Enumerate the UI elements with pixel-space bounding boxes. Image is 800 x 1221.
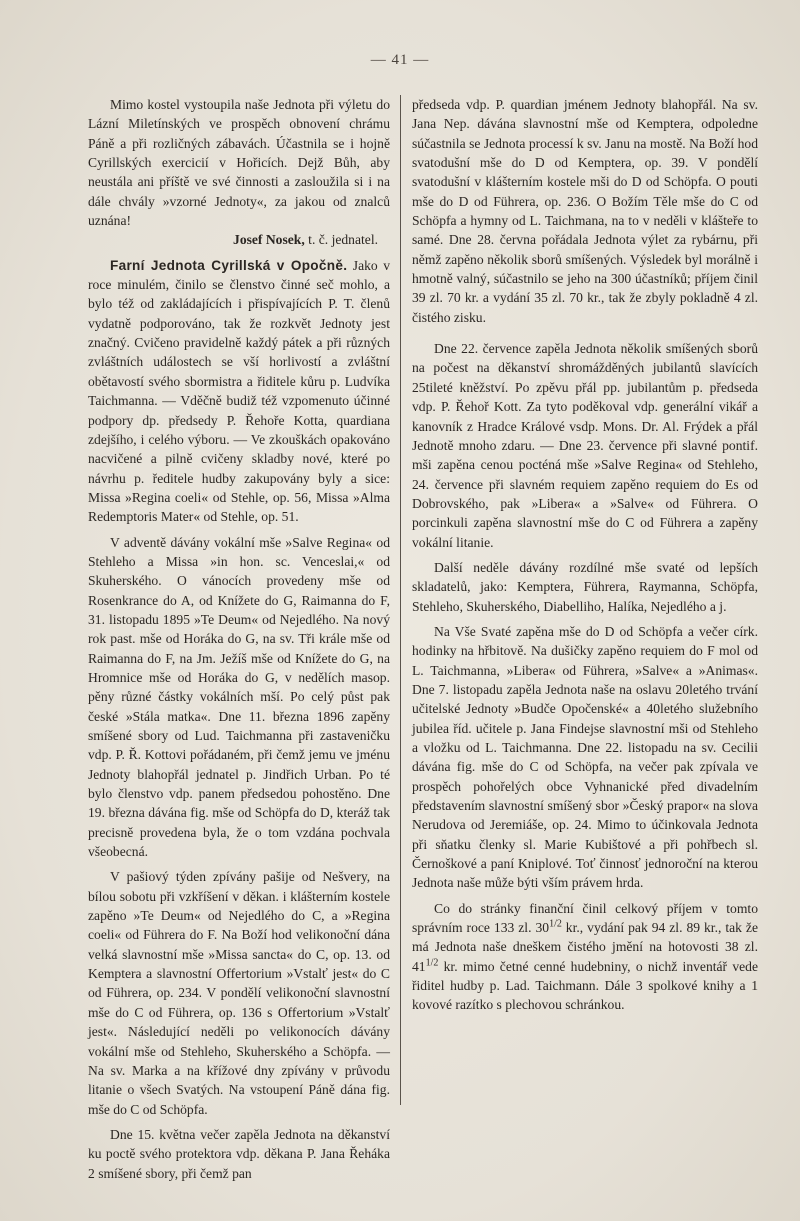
paragraph: Mimo kostel vystoupila naše Jednota při výletu do Lázní Miletínských ve prospěch obnovení chrámu Páně a při rozličných zábavách. Účastnila se i hojně Cyrillských exercicií v Hořicích. Dejž Bůh, aby neustála ani příště ve své činnosti a zasloužila si i na dále chvály »vzorné Jednoty«, za jakou od znalců uznána! [88,97,390,229]
paragraph-text: kr., vydání pak 94 zl. 89 kr., tak že má Jednota naše dneškem čistého jmění na hotovosti 38 zl. 41 [412,920,758,974]
fraction: 1/2 [425,957,439,969]
signature [88,230,390,249]
paragraph: V adventě dávány vokální mše »Salve Regina« od Stehleho a Missa »in hon. sc. Venceslai,« od Skuherského. O vánocích provedeny mše od Rosenkrance do A, od Knížete do G, Raimanna do F, 31. listopadu 1895 »Te Deum« od Nejedlého. Na nový rok past. mše od Horáka do G, na sv. Tři krále mše od Raimanna do F, na Jm. Ježíš mše od Knížete do G, na Hromnice mše od Horáka do G, v nedělích masop. pěny různé částky vokálních mší. Po celý půst pak české »Stála matka«. Dne 11. března 1896 zapěny smíšené sbory od Lud. Taichmanna při zastaveničku vdp. P. Ř. Kottovi pořádaném, při čemž jemu ve jménu Jednoty blahopřál jednatel p. Jindřich Urban. Po té bylo členstvo vdp. panem předsedou pohostěno. Dne 19. března dávána fig. mše od Schöpfa do D, kteráž tak precisně provedena byla, že o tom vzdána pochvala všeobecná. [88,534,390,860]
section-title: Farní Jednota Cyrillská v Opočně. [110,257,348,273]
signature-name: Josef Nosek, [233,232,305,248]
paragraph: V pašiový týden zpívány pašije od Nešvery, na bílou sobotu při vzkříšení v děkan. i klášterním kostele zapěno »Te Deum« od Nejedlého do C, a »Regina coeli« od Führera do F. Na Boží hod velikonoční dána velká slavnostní mše »Missa sancta« do C, op. 13. od Kemptera a slavnostní Offertorium »Vstalť jest« do C od Führera, op. 234. V pondělí velikonoční slavnostní mše do C od Führera, op. 136 s Offertorium »Vstalť jest«. Následující neděli po velikonocích dávány vokální mše od Stehleho, Skuherského a Schöpfa. — Na sv. Marka a na křížové dny zpívány v průvodu litanie o všech Svatých. Na vstoupení Páně dána fig. mše do C od Schöpfa. [88,869,390,1117]
page-number: — 41 — [370,52,430,68]
paragraph: Dne 22. července zapěla Jednota několik smíšených sborů na počest na děkanství shromážděných jubilantů slavících 25tileté kněžství. Po zpěvu přál pp. jubilantům p. předseda vdp. P. Řehoř Kott. Za tyto poděkoval vdp. generální vikář a kanovník z Hradce Králové vsdp. Mons. Dr. Al. Frýdek a přál Jednotě mnoho zdaru. — Dne 23. července při slavné pontif. mši zapěna cenou pocténá mše »Salve Regina« od Stehleho, 24. července při slavném requiem zapěno requiem do Es od Dobrovského, pak »Libera« a »Salve« od Führera. O porcinkuli zapěna slavnostní mše do C od Führera a zapěny vokální litanie. [412,341,758,550]
paragraph-section [88,256,390,527]
column-divider [400,95,401,1105]
paragraph-text: kr. mimo četné cenné hudebniny, o nichž inventář vede řiditel hudby p. Lad. Taichmann. Dále 3 spolkové knihy a 1 kovové razítko s plechovou schránkou. [412,958,758,1013]
paragraph-finance [412,899,758,1015]
paragraph: Další neděle dávány rozdílné mše svaté od lepších skladatelů, jako: Kemptera, Führera, Raymanna, Schöpfa, Stehleho, Skuherského, Diabelliho, Halíka, Nejedlého a j. [412,559,758,614]
signature-role: t. č. jednatel. [308,232,378,248]
paragraph: Na Vše Svaté zapěna mše do D od Schöpfa a večer círk. hodinky na hřbitově. Na dušičky zapěno requiem do F mol od L. Taichmanna, »Libera« od Führera, »Salve« a »Animas«. Dne 7. listopadu zapěla Jednota naše na oslavu 20letého trvání učitelské Jednoty »Budče Opočenské« a 40letého služebního jubilea říd. učitele p. Jana Findejse slavnostní mši od Stehleho a vložku od L. Taichmanna. Dne 22. listopadu na sv. Cecilii dávána fig. mše do C od Schöpfa, na večer pak zpívala ve prospěch pohořelých obce Vyhnanické před divadelním představením slavnostní smíšený sbor »Český prapor« na slova Nerudova od Jeremiáše, op. 24. Mimo to účinkovala Jednota při sňatku členky sl. Marie Kubištové a při pohřbech sl. Černoškové a paní Kniplové. Toť činnosť jednoroční na kterou Jednota naše může býti vším právem hrda. [412,623,758,891]
right-column [412,95,758,1015]
paragraph-text: Co do stránky finanční činil celkový příjem v tomto správním roce 133 zl. 30 [412,900,758,936]
paragraph-text: Jako v roce minulém, činilo se členstvo činné seč mohlo, a bylo též od zakládajících i přispívajících P. T. členů vydatně podporováno, tak že rozkvět Jednoty jest značný. Cvičeno pravidelně každý pátek a při různých zvláštních událostech se vší horlivostí a zvláštní obětavostí svého sbormistra a řiditele kůru p. Ludvíka Taichmanna. — Vděčně budiž též vzpomenuto účinné podpory dp. předsedy P. Řehoře Kotta, quardiana zdejšího, i celého výboru. — Ve zkouškách opakováno nacvičené a pilně cvičeny skladby nové, které po návrhu p. ředitele hudby zakupovány byly a sice: Missa »Regina coeli« od Stehle, op. 56, Missa »Alma Redemptoris Mater« od Stehle, op. 51. [88,257,390,525]
paragraph: předseda vdp. P. quardian jménem Jednoty blahopřál. Na sv. Jana Nep. dávána slavnostní mše od Kemptera, odpoledne súčastnila se Jednota processí k sv. Janu na mostě. Na Boží hod svatodušní mše do D od Kemptera, op. 39. V pondělí svatodušní v klášterním kostele mši do D od Schöpfa. O pouti mše do D od Führera, op. 236. O Božím Těle mše do C od Schöpfa a hymny od L. Taichmana, na to v neděli v klášteře to samé. Dne 28. června pořádala Jednota výlet za rybárnu, při němž zapěno několik sborů smíšených. Výsledek byl morálně i hmotně valný, súčastnilo se jeho na 300 účastníků; příjem činil 39 zl. 70 kr. a vydání 35 zl. 70 kr., tak že zbyly pokladně 4 zl. čistého zisku. [412,97,758,325]
left-column [88,95,390,1183]
paragraph: Dne 15. května večer zapěla Jednota na děkanství ku poctě svého protektora vdp. děkana P. Jana Řeháka 2 smíšené sbory, při čemž pan [88,1126,390,1181]
fraction: 1/2 [549,918,562,930]
